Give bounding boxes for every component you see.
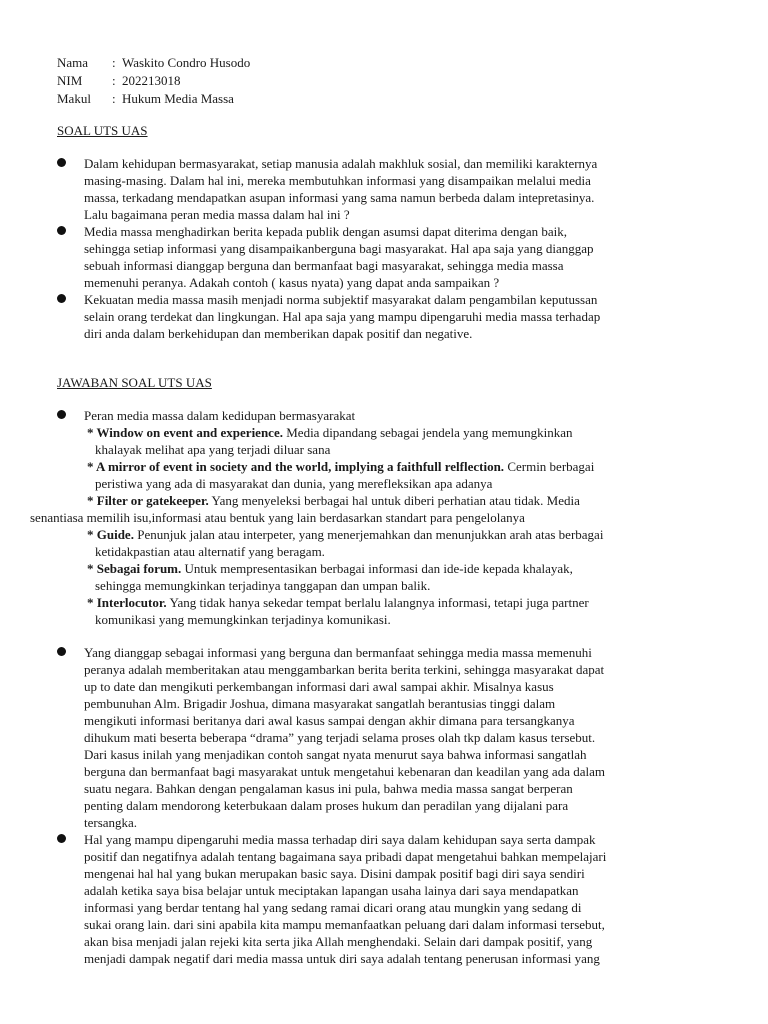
bullet-icon xyxy=(57,834,66,843)
role-title: * Sebagai forum. xyxy=(87,561,182,576)
role-entry xyxy=(57,594,717,628)
text-line: positif dan negatifnya adalah tentang bagaimana saya pribadi dapat mengetahui bahkan mempelajari xyxy=(84,849,607,864)
header-row-nim xyxy=(57,72,250,90)
soal-list xyxy=(57,155,717,342)
header-separator: : xyxy=(112,91,116,106)
soal-item xyxy=(57,155,717,223)
jawaban-first xyxy=(30,407,717,628)
jawaban-intro: Peran media massa dalam kedidupan bermasyarakat xyxy=(84,408,356,423)
text-line: sebuah informasi dianggap berguna dan bermanfaat bagi masyarakat, sehingga media massa xyxy=(84,258,564,273)
text-line: masing-masing. Dalam hal ini, mereka membutuhkan informasi yang disampaikan melalui media xyxy=(84,173,591,188)
role-text: Media dipandang sebagai jendela yang memungkinkan xyxy=(282,425,573,440)
header-value: 202213018 xyxy=(122,73,181,88)
role-text-cont: komunikasi yang memungkinkan terjadinya komunikasi. xyxy=(95,612,391,627)
role-title: * Window on event and experience. xyxy=(87,425,283,440)
text-line: penting dalam mendorong keterbukaan dalam proses hukum dan peradilan yang dijalani para xyxy=(84,798,569,813)
text-line: mengikuti informasi beritanya dari awal kasus sampai dengan akhir dimana para tersangkanya xyxy=(84,713,575,728)
role-title: * Interlocutor. xyxy=(87,595,167,610)
text-line: Yang dianggap sebagai informasi yang berguna dan bermanfaat sehingga media massa memenuhi xyxy=(84,645,592,660)
text-line: peranya adalah memberitakan atau menggambarkan berita berita terkini, sehingga masyarakat dapat xyxy=(84,662,605,677)
text-line: Lalu bagaimana peran media massa dalam hal ini ? xyxy=(84,207,350,222)
text-line: Dari kasus inilah yang menjadikan contoh sangat nyata menurut saya bahwa informasi sangatlah xyxy=(84,747,587,762)
text-line: massa, terkadang mendapatkan asupan informasi yang sama namun berbeda dalam intepretasinya. xyxy=(84,190,595,205)
header-key: NIM xyxy=(57,73,83,88)
role-text-cont: peristiwa yang ada di masyarakat dan dunia, yang merefleksikan apa adanya xyxy=(95,476,493,491)
text-line: pembunuhan Alm. Brigadir Joshua, dimana masyarakat sangatlah berantusias tinggi dalam xyxy=(84,696,556,711)
role-text-cont: khalayak melihat apa yang terjadi diluar sana xyxy=(95,442,331,457)
text-line: dihukum mati beserta beberapa “drama” yang terjadi selama proses olah tkp dalam kasus tersebut. xyxy=(84,730,596,745)
text-line: Media massa menghadirkan berita kepada publik dengan asumsi dapat diterima dengan baik, xyxy=(84,224,568,239)
text-line: Hal yang mampu dipengaruhi media massa terhadap diri saya dalam kehidupan saya serta dampak xyxy=(84,832,596,847)
text-line: adalah ketika saya bisa belajar untuk meciptakan lapangan usaha lainya dari saya mendapatkan xyxy=(84,883,579,898)
role-title: * A mirror of event in society and the world, implying a faithfull relflection. xyxy=(87,459,505,474)
soal-heading: SOAL UTS UAS xyxy=(57,123,148,138)
identity-header xyxy=(57,54,250,108)
header-row-nama xyxy=(57,54,250,72)
header-separator: : xyxy=(112,73,116,88)
role-text: Cermin berbagai xyxy=(504,459,595,474)
bullet-icon xyxy=(57,158,66,167)
role-text: Yang tidak hanya sekedar tempat berlalu lalangnya informasi, tetapi juga partner xyxy=(166,595,589,610)
role-text-cont: senantiasa memilih isu,informasi atau bentuk yang lain berdasarkan standart para pengelolanya xyxy=(30,510,525,525)
bullet-icon xyxy=(57,226,66,235)
header-separator: : xyxy=(112,55,116,70)
role-entry xyxy=(57,560,717,594)
text-line: akan bisa menjadi jalan rejeki kita serta jika Allah menghendaki. Selain dari dampak positif, yang xyxy=(84,934,593,949)
role-text-cont: ketidakpastian atau alternatif yang beragam. xyxy=(95,544,325,559)
soal-item xyxy=(57,291,717,342)
text-line: selain orang terdekat dan lingkungan. Hal apa saja yang mampu dipengaruhi media massa terhadap xyxy=(84,309,601,324)
role-text: Penunjuk jalan atau interpeter, yang menerjemahkan dan menunjukkan arah atas berbagai xyxy=(133,527,604,542)
role-text: Untuk mempresentasikan berbagai informasi dan ide-ide kepada khalayak, xyxy=(181,561,573,576)
bullet-icon xyxy=(57,647,66,656)
bullet-icon xyxy=(57,410,66,419)
text-line: sukai orang lain. dari sini apabila kita mampu memanfaatkan peluang dari dalam informasi tersebut, xyxy=(84,917,605,932)
jawaban-second xyxy=(57,644,717,967)
header-key: Makul xyxy=(57,91,91,106)
role-text-cont: sehingga memungkinkan terjadinya tanggapan dan umpan balik. xyxy=(95,578,431,593)
text-line: informasi yang berdar tentang hal yang sedang ramai dicari orang atau mungkin yang sedang di xyxy=(84,900,582,915)
text-line: tersangka. xyxy=(84,815,138,830)
jawaban-heading: JAWABAN SOAL UTS UAS xyxy=(57,375,212,390)
jawaban-item xyxy=(57,831,717,967)
role-entry xyxy=(57,424,717,458)
jawaban-item xyxy=(57,407,717,424)
text-line: Dalam kehidupan bermasyarakat, setiap manusia adalah makhluk sosial, dan memiliki karakternya xyxy=(84,156,598,171)
header-value: Waskito Condro Husodo xyxy=(122,55,251,70)
text-line: mengenai hal hal yang bukan merupakan basic saya. Disini dampak positif bagi diri saya sendiri xyxy=(84,866,585,881)
header-value: Hukum Media Massa xyxy=(122,91,234,106)
role-text: Yang menyeleksi berbagai hal untuk diberi perhatian atau tidak. Media xyxy=(208,493,580,508)
soal-item xyxy=(57,223,717,291)
text-line: berguna dan bermanfaat bagi masyarakat untuk mengetahui kebenaran dan keadilan yang ada dalam xyxy=(84,764,605,779)
header-row-makul xyxy=(57,90,250,108)
role-entry xyxy=(57,526,717,560)
text-line: diri anda dalam berkehidupan dan memberikan dapak positif dan negative. xyxy=(84,326,473,341)
role-entry xyxy=(57,458,717,492)
text-line: up to date dan mengikuti perkembangan informasi dari awal sampai akhir. Misalnya kasus xyxy=(84,679,554,694)
header-key: Nama xyxy=(57,55,89,70)
text-line: Kekuatan media massa masih menjadi norma subjektif masyarakat dalam pengambilan keputussan xyxy=(84,292,598,307)
role-title: * Guide. xyxy=(87,527,134,542)
text-line: sehingga setiap informasi yang disampaikanberguna bagi masyarakat. Hal apa saja yang dianggap xyxy=(84,241,594,256)
role-entry xyxy=(30,492,717,526)
jawaban-item xyxy=(57,644,717,831)
bullet-icon xyxy=(57,294,66,303)
role-title: * Filter or gatekeeper. xyxy=(87,493,209,508)
text-line: menjadi dampak negatif dari media massa untuk diri saya adalah tentang penerusan informasi yang xyxy=(84,951,600,966)
text-line: suatu negara. Bahkan dengan pengalaman kasus ini pula, bahwa media massa sangat berperan xyxy=(84,781,573,796)
text-line: memenuhi peranya. Adakah contoh ( kasus nyata) yang dapat anda sampaikan ? xyxy=(84,275,500,290)
